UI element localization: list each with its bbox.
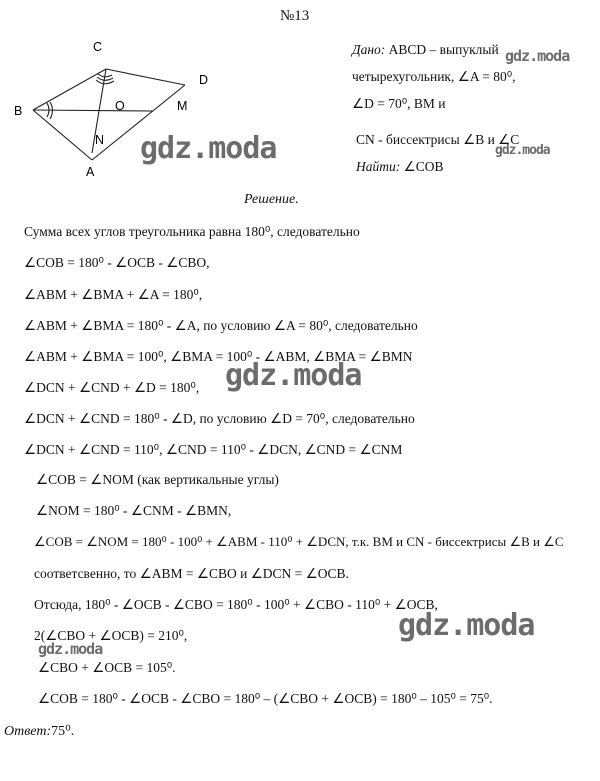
given-line-2: четырехугольник, ∠A = 80⁰,	[352, 69, 516, 84]
label-o: O	[115, 99, 125, 113]
answer-value: 75⁰.	[51, 724, 75, 739]
solution-line: Отсюда, 180⁰ - ∠OCB - ∠CBO = 180⁰ - 100⁰ + ∠CBO - 110⁰ + ∠OCB,	[34, 597, 438, 612]
watermark: gdz.moda	[225, 358, 362, 393]
solution-line: ∠DCN + ∠CND + ∠D = 180⁰,	[24, 380, 200, 395]
solution-line: ∠DCN + ∠CND = 180⁰ - ∠D, по условию ∠D = 70⁰, следовательно	[24, 411, 415, 426]
solution-line: ∠COB = 180⁰ - ∠OCB - ∠CBO,	[24, 255, 210, 270]
given-text-1: ABCD – выпуклый	[388, 42, 499, 57]
problem-number: №13	[280, 8, 310, 24]
solution-line: ∠COB = 180⁰ - ∠OCB - ∠CBO = 180⁰ – (∠CBO + ∠OCB) = 180⁰ – 105⁰ = 75⁰.	[38, 691, 493, 706]
label-d: D	[199, 73, 209, 87]
watermark: gdz.moda	[38, 640, 103, 658]
label-c: C	[93, 40, 103, 54]
solution-line: Сумма всех углов треугольника равна 180⁰, следовательно	[24, 224, 360, 239]
side-bc	[33, 69, 106, 110]
watermark: gdz.moda	[495, 143, 550, 158]
solution-line: соответсвенно, то ∠ABM = ∠CBO и ∠DCN = ∠OCB.	[34, 566, 349, 581]
bisector-bm	[33, 110, 153, 111]
solution-line: ∠NOM = 180⁰ - ∠CNM - ∠BMN,	[36, 503, 232, 518]
solution-line: ∠CBO + ∠OCB = 105⁰.	[38, 660, 176, 675]
watermark: gdz.moda	[140, 131, 277, 166]
label-a: A	[86, 165, 95, 179]
solution-line: ∠ABM + ∠BMA = 180⁰ - ∠A, по условию ∠A = 80⁰, следовательно	[24, 318, 418, 333]
solution-line: ∠ABM + ∠BMA = 100⁰, ∠BMA = 100⁰ - ∠ABM, ∠BMA = ∠BMN	[24, 349, 413, 364]
side-cd	[106, 69, 185, 85]
solution-line: ∠DCN + ∠CND = 110⁰, ∠CND = 110⁰ - ∠DCN, ∠CND = ∠CNM	[24, 442, 403, 457]
solution-line: ∠COB = ∠NOM (как вертикальные углы)	[36, 472, 279, 487]
given-line-3: ∠D = 70⁰, BM и	[352, 96, 446, 111]
given-line-1	[352, 36, 499, 63]
solution-line: ∠COB = ∠NOM = 180⁰ - 100⁰ + ∠ABM - 110⁰ + ∠DCN, т.к. BM и CN - биссектрисы ∠B и ∠C	[34, 534, 564, 549]
label-n: N	[95, 133, 105, 147]
find-line	[356, 153, 444, 180]
answer	[4, 723, 74, 740]
label-b: B	[14, 104, 23, 118]
find-value: ∠COB	[403, 159, 444, 174]
watermark: gdz.moda	[398, 608, 535, 643]
answer-label: Ответ:	[4, 724, 52, 739]
given-line-4: CN - биссектрисы ∠B и ∠C	[356, 132, 520, 147]
label-m: M	[177, 99, 188, 113]
solution-line: 2(∠CBO + ∠OCB) = 210⁰,	[34, 628, 188, 643]
solution-title: Решение.	[244, 192, 299, 207]
solution-line: ∠ABM + ∠BMA + ∠A = 180⁰,	[24, 287, 203, 302]
side-ab	[33, 110, 92, 160]
watermark: gdz.moda	[505, 47, 570, 65]
find-label: Найти:	[356, 159, 401, 174]
given-label: Дано:	[352, 42, 386, 57]
